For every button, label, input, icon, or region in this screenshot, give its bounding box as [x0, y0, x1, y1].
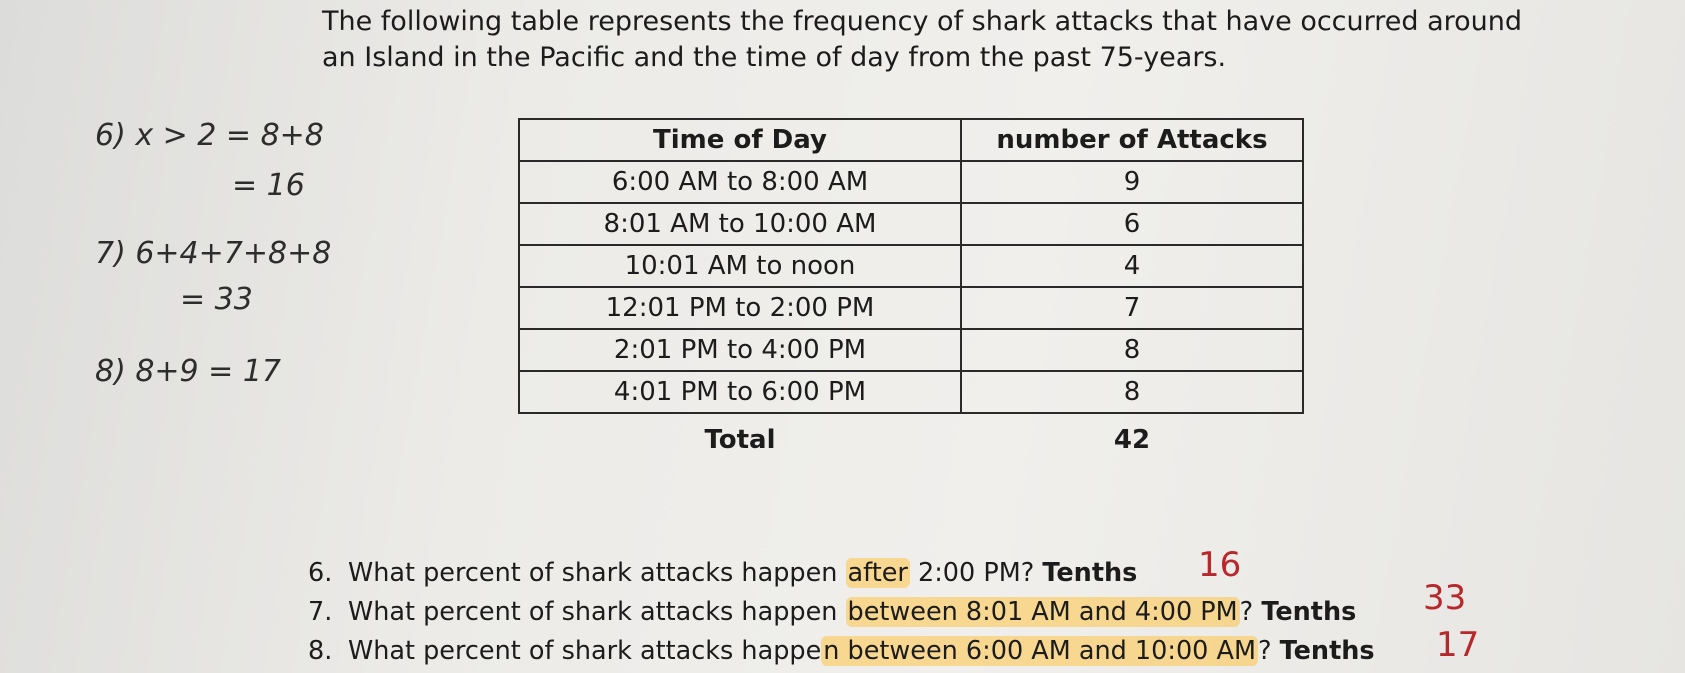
time-cell: 2:01 PM to 4:00 PM — [519, 329, 961, 371]
tenths-label: Tenths — [1261, 597, 1357, 627]
total-label: Total — [704, 425, 776, 455]
handwritten-work-line: 6) x > 2 = 8+8 — [95, 118, 324, 153]
column-header: number of Attacks — [961, 119, 1303, 161]
question-text: ? — [1257, 636, 1280, 666]
handwritten-work-line: 7) 6+4+7+8+8 — [95, 236, 332, 271]
question-text: 2:00 PM? — [909, 558, 1043, 588]
total-row — [519, 413, 1303, 466]
highlighted-text: between 8:01 AM and 4:00 PM — [847, 597, 1238, 627]
attacks-cell: 8 — [961, 329, 1303, 371]
question-text: What percent of shark attacks happen — [348, 597, 846, 627]
question-item — [308, 545, 1375, 593]
question-number: 8. — [308, 636, 333, 666]
question-text: What percent of shark attacks happen — [348, 558, 846, 588]
handwritten-work-line: = 16 — [232, 168, 305, 203]
table-row — [519, 161, 1303, 203]
handwritten-work-line: = 33 — [180, 282, 253, 317]
highlighted-text: n between 6:00 AM and 10:00 AM — [823, 636, 1256, 666]
handwritten-answer: 17 — [1436, 625, 1480, 665]
attacks-cell: 4 — [961, 245, 1303, 287]
total-value: 42 — [1113, 425, 1151, 455]
table-row — [519, 329, 1303, 371]
time-cell: 6:00 AM to 8:00 AM — [519, 161, 961, 203]
time-cell: 10:01 AM to noon — [519, 245, 961, 287]
time-cell: 8:01 AM to 10:00 AM — [519, 203, 961, 245]
table-row — [519, 245, 1303, 287]
handwritten-answer: 33 — [1423, 578, 1467, 618]
attacks-cell: 8 — [961, 371, 1303, 413]
highlighted-text: after — [847, 558, 908, 588]
attacks-cell: 9 — [961, 161, 1303, 203]
question-number: 7. — [308, 597, 333, 627]
question-item — [308, 578, 1467, 632]
question-list — [308, 545, 1480, 671]
table-header-row — [519, 119, 1303, 161]
handwritten-answer: 16 — [1198, 545, 1242, 585]
tenths-label: Tenths — [1279, 636, 1375, 666]
attacks-cell: 7 — [961, 287, 1303, 329]
table-row — [519, 203, 1303, 245]
shark-attack-table — [518, 118, 1304, 466]
intro-text: The following table represents the frequency of shark attacks that have occurred around an Island in the Pacific and the time of day from the past 75-years. — [322, 6, 1523, 73]
question-text: What percent of shark attacks happe — [348, 636, 822, 666]
table-row — [519, 287, 1303, 329]
column-header: Time of Day — [519, 119, 961, 161]
handwritten-work-line: 8) 8+9 = 17 — [95, 354, 282, 389]
attacks-cell: 6 — [961, 203, 1303, 245]
table-row — [519, 371, 1303, 413]
question-item — [308, 625, 1480, 671]
question-text: ? — [1239, 597, 1262, 627]
time-cell: 12:01 PM to 2:00 PM — [519, 287, 961, 329]
tenths-label: Tenths — [1042, 558, 1138, 588]
time-cell: 4:01 PM to 6:00 PM — [519, 371, 961, 413]
question-number: 6. — [308, 558, 333, 588]
